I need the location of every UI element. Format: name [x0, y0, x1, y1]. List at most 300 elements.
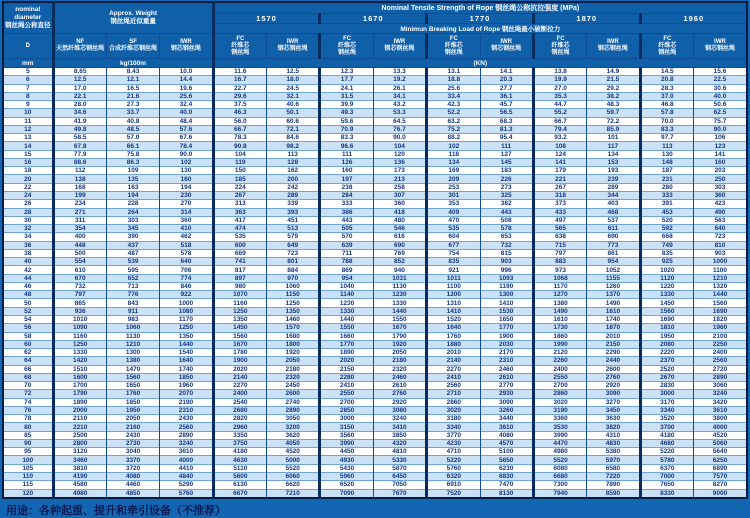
value-cell: 2890 — [160, 431, 213, 439]
value-cell: 3020 — [533, 398, 586, 406]
value-cell: 1060 — [267, 282, 320, 290]
value-cell: 2010 — [427, 349, 480, 357]
table-row — [3, 191, 747, 199]
value-cell: 3080 — [373, 406, 426, 414]
value-cell: 2250 — [694, 340, 748, 348]
value-cell: 1350 — [160, 332, 213, 340]
value-cell: 5760 — [160, 489, 213, 498]
value-cell: 5290 — [160, 481, 213, 489]
header-weight-zh: 钢丝绳近似重量 — [110, 18, 156, 25]
value-cell: 242 — [267, 183, 320, 191]
value-cell: 1260 — [587, 282, 640, 290]
value-cell: 197 — [320, 175, 373, 183]
value-cell: 52.2 — [427, 109, 480, 117]
value-cell: 2190 — [160, 398, 213, 406]
value-cell: 5000 — [267, 456, 320, 464]
value-cell: 1150 — [267, 291, 320, 299]
value-cell: 78.4 — [160, 142, 213, 150]
grade-1770: 1770 — [427, 14, 534, 24]
value-cell: 669 — [213, 249, 266, 257]
value-cell: 303 — [106, 216, 159, 224]
header-iwr-1670 — [373, 34, 426, 59]
value-cell: 193 — [587, 167, 640, 175]
grade-1570: 1570 — [213, 14, 320, 24]
nf-zh: 天然纤维芯钢丝绳 — [56, 46, 105, 52]
diameter-cell: 10 — [3, 109, 53, 117]
value-cell: 3410 — [373, 423, 426, 431]
value-cell: 153 — [587, 158, 640, 166]
table-row — [3, 167, 747, 175]
value-cell: 90.0 — [694, 125, 748, 133]
table-row — [3, 142, 747, 150]
value-cell: 32.1 — [267, 92, 320, 100]
value-cell: 670 — [53, 274, 106, 282]
value-cell: 15.6 — [694, 68, 748, 76]
table-row — [3, 282, 747, 290]
value-cell: 2210 — [53, 423, 106, 431]
diameter-cell: 76 — [3, 406, 53, 414]
value-cell: 980 — [213, 282, 266, 290]
value-cell: 84.6 — [267, 134, 320, 142]
value-cell: 1100 — [427, 282, 480, 290]
header-nf — [53, 34, 106, 59]
value-cell: 723 — [694, 233, 748, 241]
diameter-cell: 38 — [3, 249, 53, 257]
value-cell: 741 — [213, 258, 266, 266]
value-cell: 723 — [267, 249, 320, 257]
table-row — [3, 150, 747, 158]
value-cell: 14.4 — [160, 76, 213, 84]
value-cell: 815 — [480, 249, 533, 257]
value-cell: 19.6 — [160, 84, 213, 92]
value-cell: 1490 — [587, 299, 640, 307]
value-cell: 66.7 — [533, 117, 586, 125]
value-cell: 638 — [533, 233, 586, 241]
value-cell: 40.8 — [106, 117, 159, 125]
value-cell: 7670 — [373, 489, 426, 498]
value-cell: 111 — [480, 142, 533, 150]
value-cell: 677 — [427, 241, 480, 249]
value-cell: 4320 — [373, 439, 426, 447]
value-cell: 537 — [587, 216, 640, 224]
value-cell: 1080 — [160, 307, 213, 315]
value-cell: 1450 — [213, 324, 266, 332]
value-cell: 535 — [213, 233, 266, 241]
value-cell: 5870 — [373, 464, 426, 472]
value-cell: 520 — [640, 216, 693, 224]
value-cell: 579 — [267, 233, 320, 241]
value-cell: 5970 — [587, 456, 640, 464]
value-cell: 773 — [587, 241, 640, 249]
value-cell: 6890 — [694, 464, 748, 472]
value-cell: 1210 — [106, 340, 159, 348]
value-cell: 2160 — [106, 423, 159, 431]
value-cell: 111 — [320, 150, 373, 158]
value-cell: 4630 — [213, 456, 266, 464]
value-cell: 749 — [640, 241, 693, 249]
value-cell: 354 — [53, 225, 106, 233]
value-cell: 119 — [213, 158, 266, 166]
table-row — [3, 291, 747, 299]
value-cell: 4710 — [427, 448, 480, 456]
value-cell: 2500 — [53, 431, 106, 439]
fc-code: FC — [449, 35, 458, 42]
value-cell: 31.5 — [320, 92, 373, 100]
value-cell: 1420 — [53, 357, 106, 365]
value-cell: 8330 — [640, 489, 693, 498]
value-cell: 57.6 — [160, 125, 213, 133]
value-cell: 40.6 — [267, 101, 320, 109]
value-cell: 187 — [640, 167, 693, 175]
value-cell: 769 — [373, 249, 426, 257]
value-cell: 2860 — [533, 390, 586, 398]
value-cell: 2120 — [533, 349, 586, 357]
table-row — [3, 390, 747, 398]
value-cell: 1230 — [373, 291, 426, 299]
header-fc-1870 — [533, 34, 586, 59]
value-cell: 884 — [267, 266, 320, 274]
value-cell: 1690 — [694, 307, 748, 315]
value-cell: 120 — [373, 150, 426, 158]
fc-code: FC — [236, 35, 245, 42]
header-fc-1670 — [320, 34, 373, 59]
value-cell: 1610 — [533, 315, 586, 323]
value-cell: 4410 — [160, 464, 213, 472]
value-cell: 1440 — [373, 307, 426, 315]
value-cell: 194 — [106, 191, 159, 199]
diameter-cell: 40 — [3, 258, 53, 266]
value-cell: 616 — [373, 233, 426, 241]
value-cell: 3090 — [480, 398, 533, 406]
value-cell: 104 — [373, 142, 426, 150]
iwr-code: IWR — [180, 39, 192, 45]
value-cell: 4930 — [320, 456, 373, 464]
value-cell: 353 — [427, 200, 480, 208]
value-cell: 106 — [694, 134, 748, 142]
value-cell: 639 — [320, 241, 373, 249]
value-cell: 4050 — [267, 439, 320, 447]
value-cell: 66.7 — [213, 125, 266, 133]
value-cell: 1410 — [427, 307, 480, 315]
header-d-symbol: D — [3, 34, 53, 59]
value-cell: 3850 — [373, 431, 426, 439]
value-cell: 474 — [213, 225, 266, 233]
table-row — [3, 373, 747, 381]
value-cell: 59.7 — [587, 109, 640, 117]
value-cell: 4080 — [480, 431, 533, 439]
value-cell: 1760 — [427, 332, 480, 340]
value-cell: 883 — [533, 258, 586, 266]
value-cell: 443 — [480, 208, 533, 216]
value-cell: 706 — [160, 266, 213, 274]
value-cell: 1440 — [320, 315, 373, 323]
value-cell: 2960 — [213, 423, 266, 431]
value-cell: 1100 — [694, 266, 748, 274]
value-cell: 194 — [160, 183, 213, 191]
value-cell: 711 — [320, 249, 373, 257]
value-cell: 2220 — [640, 349, 693, 357]
value-cell: 2320 — [267, 373, 320, 381]
value-cell: 2820 — [213, 415, 266, 423]
value-cell: 28.3 — [640, 84, 693, 92]
value-cell: 7050 — [373, 481, 426, 489]
table-row — [3, 92, 747, 100]
value-cell: 861 — [587, 249, 640, 257]
table-row — [3, 216, 747, 224]
value-cell: 1670 — [373, 324, 426, 332]
diameter-cell: 16 — [3, 158, 53, 166]
diameter-cell: 115 — [3, 481, 53, 489]
value-cell: 136 — [373, 158, 426, 166]
value-cell: 4190 — [53, 473, 106, 481]
value-cell: 88.2 — [427, 134, 480, 142]
value-cell: 6230 — [480, 464, 533, 472]
value-cell: 345 — [106, 225, 159, 233]
value-cell: 1860 — [533, 332, 586, 340]
value-cell: 25.6 — [427, 84, 480, 92]
value-cell: 2770 — [480, 382, 533, 390]
value-cell: 280 — [640, 183, 693, 191]
value-cell: 2860 — [427, 398, 480, 406]
diameter-cell: 110 — [3, 473, 53, 481]
iwr-code: IWR — [500, 39, 513, 45]
value-cell: 75.8 — [106, 150, 159, 158]
value-cell: 29.2 — [587, 84, 640, 92]
value-cell: 37.5 — [213, 101, 266, 109]
diameter-cell: 15 — [3, 150, 53, 158]
value-cell: 2410 — [320, 382, 373, 390]
value-cell: 2370 — [640, 357, 693, 365]
value-cell: 1300 — [106, 349, 159, 357]
diameter-cell: 14 — [3, 142, 53, 150]
value-cell: 5220 — [427, 456, 480, 464]
value-cell: 4000 — [694, 423, 748, 431]
diameter-cell: 68 — [3, 373, 53, 381]
value-cell: 88.6 — [53, 158, 106, 166]
value-cell: 1690 — [640, 315, 693, 323]
table-row — [3, 415, 747, 423]
value-cell: 535 — [427, 225, 480, 233]
value-cell: 3990 — [320, 439, 373, 447]
value-cell: 22.5 — [694, 76, 748, 84]
value-cell: 6580 — [587, 464, 640, 472]
value-cell: 112 — [53, 167, 106, 175]
value-cell: 46.8 — [640, 101, 693, 109]
value-cell: 1320 — [694, 282, 748, 290]
table-row — [3, 134, 747, 142]
value-cell: 852 — [373, 258, 426, 266]
value-cell: 26.1 — [373, 84, 426, 92]
value-cell: 2920 — [373, 398, 426, 406]
value-cell: 78.3 — [213, 134, 266, 142]
diameter-cell: 62 — [3, 349, 53, 357]
value-cell: 5110 — [213, 464, 266, 472]
diameter-cell: 24 — [3, 191, 53, 199]
value-cell: 649 — [267, 241, 320, 249]
value-cell: 325 — [480, 191, 533, 199]
value-cell: 162 — [267, 167, 320, 175]
value-cell: 400 — [53, 233, 106, 241]
header-weight-en: Approx. Weight — [109, 10, 158, 17]
value-cell: 1820 — [694, 315, 748, 323]
value-cell: 3240 — [373, 415, 426, 423]
value-cell: 50.6 — [694, 101, 748, 109]
value-cell: 2080 — [640, 340, 693, 348]
value-cell: 148 — [640, 158, 693, 166]
value-cell: 75.7 — [694, 117, 748, 125]
value-cell: 5380 — [587, 448, 640, 456]
value-cell: 27.0 — [533, 84, 586, 92]
table-row — [3, 398, 747, 406]
value-cell: 209 — [427, 175, 480, 183]
value-cell: 1190 — [480, 282, 533, 290]
value-cell: 2000 — [53, 406, 106, 414]
value-cell: 250 — [694, 175, 748, 183]
value-cell: 231 — [640, 175, 693, 183]
value-cell: 921 — [427, 266, 480, 274]
value-cell: 835 — [640, 249, 693, 257]
value-cell: 1090 — [53, 324, 106, 332]
value-cell: 6910 — [427, 481, 480, 489]
value-cell: 954 — [320, 274, 373, 282]
value-cell: 2030 — [480, 340, 533, 348]
value-cell: 14.5 — [640, 68, 693, 76]
value-cell: 3810 — [53, 464, 106, 472]
value-cell: 3260 — [480, 406, 533, 414]
table-row — [3, 117, 747, 125]
value-cell: 289 — [587, 183, 640, 191]
value-cell: 24.1 — [320, 84, 373, 92]
value-cell: 2270 — [427, 365, 480, 373]
diameter-cell: 48 — [3, 291, 53, 299]
value-cell: 63.2 — [427, 117, 480, 125]
value-cell: 1170 — [533, 282, 586, 290]
value-cell: 4080 — [106, 473, 159, 481]
value-cell: 2150 — [320, 365, 373, 373]
value-cell: 28.0 — [53, 101, 106, 109]
value-cell: 169 — [427, 167, 480, 175]
value-cell: 4470 — [533, 439, 586, 447]
value-cell: 90.0 — [373, 134, 426, 142]
header-sf — [106, 34, 159, 59]
value-cell: 307 — [373, 191, 426, 199]
header-iwr-weight — [160, 34, 213, 59]
value-cell: 7000 — [640, 473, 693, 481]
value-cell: 56.5 — [480, 109, 533, 117]
value-cell: 70.0 — [640, 117, 693, 125]
value-cell: 3520 — [640, 415, 693, 423]
diameter-cell: 54 — [3, 315, 53, 323]
value-cell: 179 — [533, 167, 586, 175]
value-cell: 652 — [106, 274, 159, 282]
value-cell: 4570 — [480, 439, 533, 447]
diameter-cell: 36 — [3, 241, 53, 249]
value-cell: 1130 — [106, 332, 159, 340]
value-cell: 611 — [587, 225, 640, 233]
value-cell: 42.3 — [427, 101, 480, 109]
value-cell: 264 — [106, 208, 159, 216]
value-cell: 391 — [640, 200, 693, 208]
value-cell: 22.7 — [213, 84, 266, 92]
value-cell: 1440 — [694, 291, 748, 299]
value-cell: 732 — [53, 282, 106, 290]
value-cell: 34.6 — [53, 109, 106, 117]
value-cell: 1380 — [106, 357, 159, 365]
value-cell: 30.6 — [694, 84, 748, 92]
value-cell: 505 — [320, 225, 373, 233]
value-cell: 2600 — [587, 365, 640, 373]
value-cell: 2760 — [373, 390, 426, 398]
diameter-cell: 105 — [3, 464, 53, 472]
value-cell: 6250 — [694, 456, 748, 464]
value-cell: 1140 — [320, 291, 373, 299]
value-cell: 1850 — [106, 398, 159, 406]
value-cell: 8270 — [694, 481, 748, 489]
value-cell: 221 — [533, 175, 586, 183]
value-cell: 600 — [213, 241, 266, 249]
value-cell: 1550 — [373, 315, 426, 323]
value-cell: 238 — [320, 183, 373, 191]
value-cell: 3770 — [427, 431, 480, 439]
sf-code: SF — [129, 39, 137, 45]
table-row — [3, 258, 747, 266]
value-cell: 90.8 — [213, 142, 266, 150]
value-cell: 835 — [427, 258, 480, 266]
value-cell: 56.0 — [213, 117, 266, 125]
value-cell: 60.6 — [267, 117, 320, 125]
value-cell: 5640 — [694, 448, 748, 456]
value-cell: 199 — [53, 191, 106, 199]
value-cell: 97.7 — [640, 134, 693, 142]
value-cell: 5780 — [640, 456, 693, 464]
value-cell: 668 — [640, 233, 693, 241]
value-cell: 4980 — [53, 489, 106, 498]
value-cell: 4180 — [213, 448, 266, 456]
value-cell: 2540 — [213, 398, 266, 406]
table-row — [3, 456, 747, 464]
nf-code: NF — [76, 39, 85, 45]
value-cell: 33.7 — [106, 109, 159, 117]
value-cell: 1740 — [160, 365, 213, 373]
value-cell: 4000 — [160, 456, 213, 464]
value-cell: 1920 — [373, 340, 426, 348]
value-cell: 8.43 — [106, 68, 159, 76]
value-cell: 6320 — [427, 473, 480, 481]
value-cell: 6830 — [480, 473, 533, 481]
value-cell: 7210 — [267, 489, 320, 498]
value-cell: 1068 — [533, 274, 586, 282]
table-row — [3, 307, 747, 315]
value-cell: 10.0 — [160, 68, 213, 76]
value-cell: 2050 — [373, 349, 426, 357]
iwr-zh: 钢芯钢丝绳 — [597, 46, 628, 52]
value-cell: 390 — [106, 233, 159, 241]
value-cell: 70.9 — [320, 125, 373, 133]
value-cell: 7650 — [640, 481, 693, 489]
value-cell: 363 — [213, 208, 266, 216]
iwr-code: IWR — [393, 39, 406, 45]
value-cell: 8.65 — [53, 68, 106, 76]
value-cell: 5430 — [320, 464, 373, 472]
value-cell: 12.1 — [106, 76, 159, 84]
fc-code: FC — [556, 35, 565, 42]
value-cell: 109 — [106, 167, 159, 175]
value-cell: 14.9 — [587, 68, 640, 76]
value-cell: 1330 — [320, 307, 373, 315]
value-cell: 5060 — [694, 439, 748, 447]
value-cell: 19.9 — [533, 76, 586, 84]
header-iwr-1960 — [694, 34, 748, 59]
